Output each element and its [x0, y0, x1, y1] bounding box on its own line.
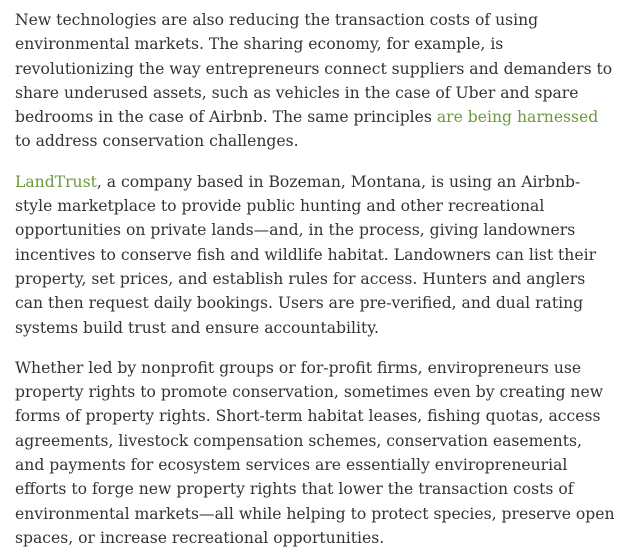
paragraph-landtrust	[15, 170, 616, 340]
paragraph-text: Whether led by nonprofit groups or for-profit firms, enviropreneurs use property rights to promote conservation, sometimes even by creating new forms of property rights. Short-term habitat leases, fishing quotas, access agreements, livestock compensation schemes, conservation easements, and payments for ecosystem services are essentially enviropreneurial efforts to forge new property rights that lower the transaction costs of environmental markets—all while helping to protect species, preserve open spaces, or increase recreational opportunities.	[15, 358, 615, 547]
landtrust-link[interactable]: LandTrust	[15, 172, 97, 191]
paragraph-text: , a company based in Bozeman, Montana, is using an Airbnb-style marketplace to provide public hunting and other recreational opportunities on private lands—and, in the process, giving landowners incentives to conserve fish and wildlife habitat. Landowners can list their property, set prices, and establish rules for access. Hunters and anglers can then request daily bookings. Users are pre-verified, and dual rating systems build trust and ensure accountability.	[15, 172, 597, 337]
paragraph-text: to address conservation challenges.	[15, 132, 299, 151]
paragraph-text: New technologies are also reducing the transaction costs of using environmental markets. The sharing economy, for example, is revolutionizing the way entrepreneurs connect suppliers and demanders to share underused assets, such as vehicles in the case of Uber and spare bedrooms in the case of Airbnb. The same principles	[15, 11, 613, 127]
paragraph-sharing-economy	[15, 8, 616, 154]
are-being-harnessed-link[interactable]: are being harnessed	[436, 108, 599, 127]
